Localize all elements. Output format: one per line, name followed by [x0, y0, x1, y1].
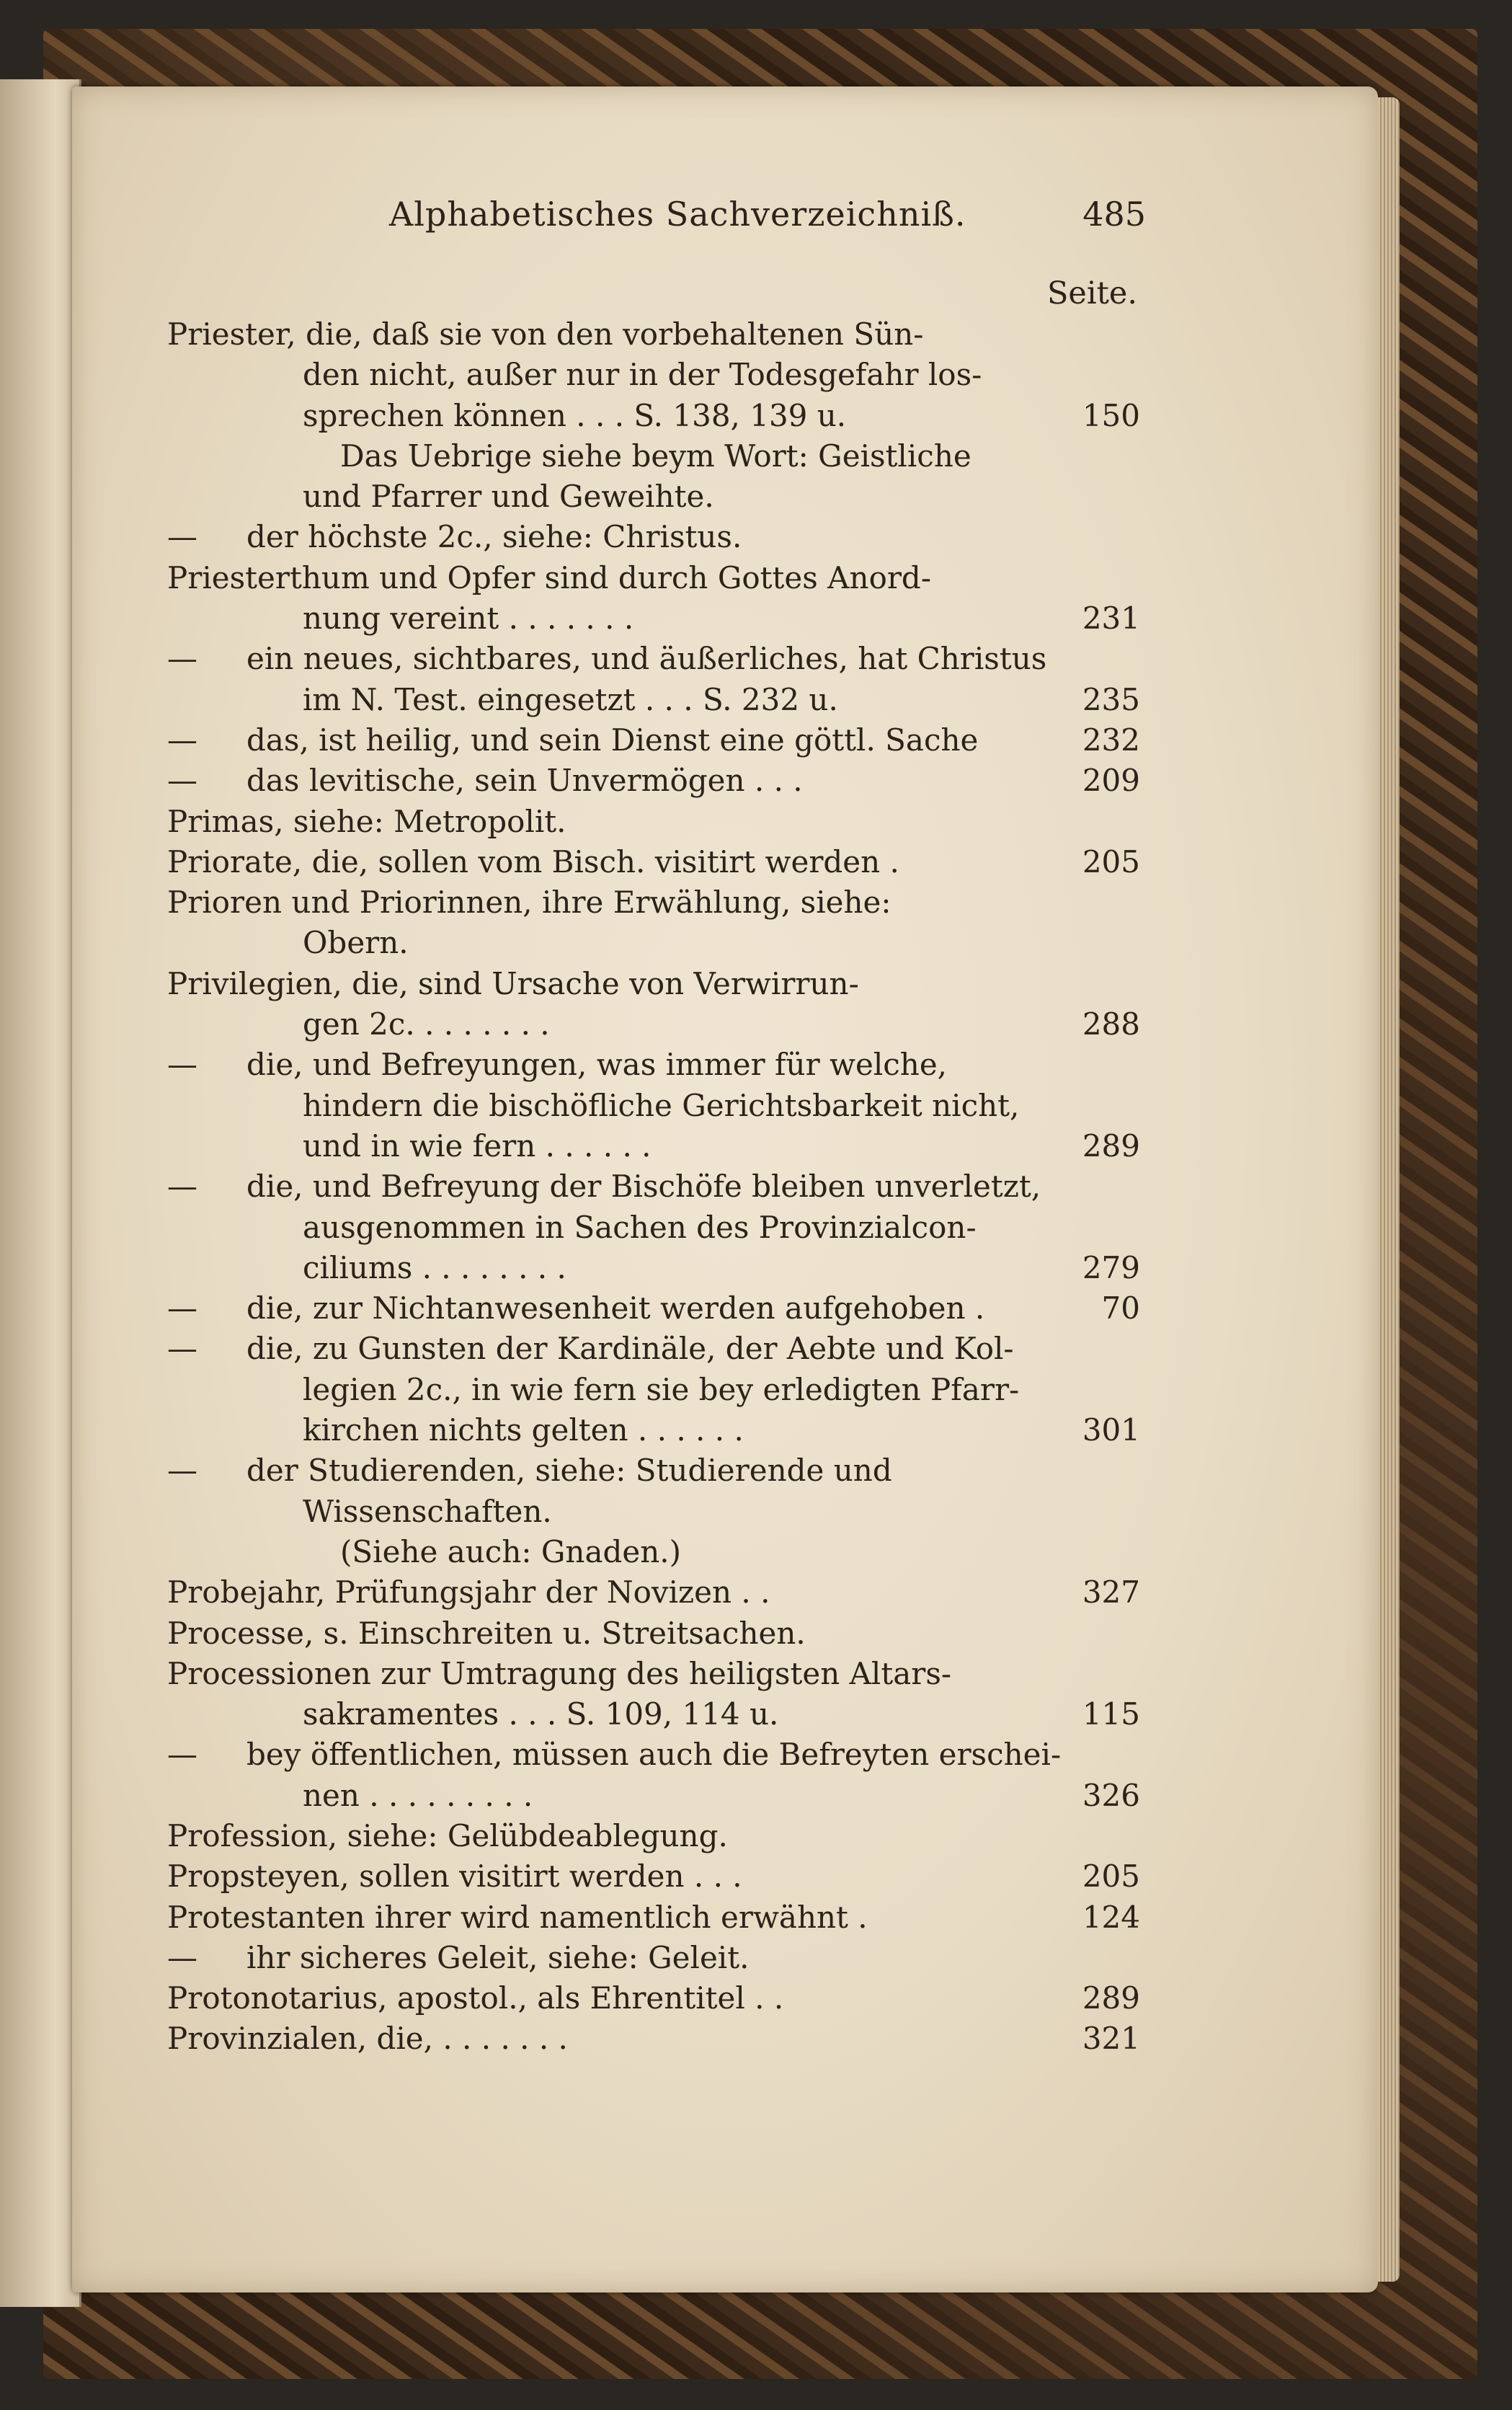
entry-page-ref: 70	[1101, 1290, 1140, 1326]
entry-dash: —	[167, 763, 197, 799]
entry-text: sakramentes . . . S. 109, 114 u.	[303, 1696, 779, 1732]
index-line	[167, 1735, 1140, 1775]
index-line	[167, 923, 1140, 963]
entry-text: die, und Befreyung der Bischöfe bleiben unverletzt,	[246, 1169, 1041, 1205]
entry-text: Probejahr, Prüfungsjahr der Novizen . .	[167, 1574, 770, 1611]
entry-text: legien 2c., in wie fern sie bey erledigten Pfarr-	[303, 1371, 1020, 1407]
entry-text: Protonotarius, apostol., als Ehrentitel . .	[167, 1980, 784, 2016]
entry-page-ref: 150	[1082, 397, 1140, 433]
entry-text: und in wie fern . . . . . .	[303, 1128, 652, 1164]
entry-text: gen 2c. . . . . . . .	[303, 1006, 550, 1042]
index-line	[167, 882, 1140, 923]
index-line	[167, 1654, 1140, 1694]
index-line	[167, 1045, 1140, 1085]
entry-text: ein neues, sichtbares, und äußerliches, hat Christus	[246, 641, 1047, 677]
running-header	[389, 195, 1146, 238]
entry-text: Processe, s. Einschreiten u. Streitsachen.	[167, 1615, 806, 1651]
entry-text: Profession, siehe: Gelübdeablegung.	[167, 1817, 728, 1853]
entry-dash: —	[167, 722, 197, 758]
index-line	[167, 1370, 1140, 1410]
index-line	[167, 355, 1140, 395]
entry-text: Obern.	[303, 925, 409, 961]
index-line	[167, 517, 1140, 557]
header-title: Alphabetisches Sachverzeichniß.	[389, 195, 966, 234]
index-line	[167, 477, 1140, 517]
index-line	[167, 1856, 1140, 1897]
index-line	[167, 2019, 1140, 2059]
entry-text: (Siehe auch: Gnaden.)	[340, 1533, 682, 1569]
entry-text: Provinzialen, die, . . . . . . .	[167, 2021, 568, 2057]
index-line	[167, 1816, 1140, 1856]
entry-text: Priorate, die, sollen vom Bisch. visitirt werden .	[167, 843, 899, 880]
index-line	[167, 1086, 1140, 1126]
index-line	[167, 1978, 1140, 2019]
entry-text: ciliums . . . . . . . .	[303, 1249, 566, 1285]
index-line	[167, 1776, 1140, 1816]
index-line	[167, 1288, 1140, 1329]
entry-text: das levitische, sein Unvermögen . . .	[246, 763, 803, 799]
index-line	[167, 1897, 1140, 1938]
index-line	[167, 436, 1140, 477]
index-line	[167, 1450, 1140, 1491]
entry-page-ref: 288	[1082, 1006, 1140, 1042]
entry-page-ref: 231	[1082, 601, 1140, 637]
entry-text: Propsteyen, sollen visitirt werden . . .	[167, 1859, 742, 1895]
entry-dash: —	[167, 1737, 197, 1773]
index-line	[167, 639, 1140, 679]
entry-page-ref: 326	[1082, 1777, 1140, 1813]
entry-text: Prioren und Priorinnen, ihre Erwählung, siehe:	[167, 885, 891, 921]
index-line	[167, 1248, 1140, 1288]
entry-page-ref: 301	[1082, 1412, 1140, 1448]
entry-text: ausgenommen in Sachen des Provinzialcon-	[303, 1209, 977, 1245]
entry-page-ref: 124	[1082, 1899, 1140, 1935]
entry-text: bey öffentlichen, müssen auch die Befreyten erschei-	[246, 1737, 1062, 1773]
entry-page-ref: 209	[1082, 763, 1140, 799]
index-line	[167, 1166, 1140, 1207]
index-line	[167, 1492, 1140, 1532]
entry-text: Protestanten ihrer wird namentlich erwähnt .	[167, 1899, 868, 1935]
index-line	[167, 396, 1140, 436]
index-line	[167, 558, 1140, 598]
entry-page-ref: 279	[1082, 1249, 1140, 1285]
column-label: Seite.	[1046, 275, 1137, 311]
index-line	[167, 1126, 1140, 1166]
index-line	[167, 964, 1140, 1004]
entry-dash: —	[167, 1939, 197, 1975]
entry-page-ref: 235	[1082, 681, 1140, 717]
entry-dash: —	[167, 519, 197, 555]
entry-text: das, ist heilig, und sein Dienst eine göttl. Sache	[246, 722, 979, 758]
entry-text: die, zu Gunsten der Kardinäle, der Aebte und Kol-	[246, 1331, 1014, 1367]
entry-page-ref: 232	[1082, 722, 1140, 758]
index-line	[167, 314, 1140, 355]
index-line	[167, 842, 1140, 882]
index-line	[167, 802, 1140, 842]
entry-dash: —	[167, 1453, 197, 1489]
entry-dash: —	[167, 1169, 197, 1205]
index-line	[167, 680, 1140, 720]
entry-text: nen . . . . . . . . .	[303, 1777, 533, 1813]
entry-text: Primas, siehe: Metropolit.	[167, 803, 566, 839]
index-line	[167, 598, 1140, 639]
index-line	[167, 1410, 1140, 1450]
entry-text: Privilegien, die, sind Ursache von Verwirrun-	[167, 965, 859, 1001]
page-number: 485	[1082, 195, 1146, 234]
entry-text: ihr sicheres Geleit, siehe: Geleit.	[246, 1939, 750, 1975]
entry-page-ref: 115	[1082, 1696, 1140, 1732]
entry-page-ref: 205	[1082, 843, 1140, 880]
index-line	[167, 1329, 1140, 1369]
page-edges	[1378, 97, 1400, 2282]
entry-text: Das Uebrige siehe beym Wort: Geistliche	[340, 438, 971, 474]
entry-text: die, und Befreyungen, was immer für welche,	[246, 1047, 948, 1083]
index-entries	[167, 314, 1140, 2060]
entry-text: Priester, die, daß sie von den vorbehaltenen Sün-	[167, 316, 924, 352]
index-line	[167, 1208, 1140, 1248]
entry-text: kirchen nichts gelten . . . . . .	[303, 1412, 744, 1448]
entry-text: nung vereint . . . . . . .	[303, 601, 634, 637]
index-line	[167, 1613, 1140, 1654]
entry-text: Processionen zur Umtragung des heiligsten Altars-	[167, 1655, 952, 1691]
entry-dash: —	[167, 1331, 197, 1367]
entry-dash: —	[167, 641, 197, 677]
entry-page-ref: 289	[1082, 1980, 1140, 2016]
entry-text: der Studierenden, siehe: Studierende und	[246, 1453, 892, 1489]
index-line	[167, 1572, 1140, 1613]
entry-text: Priesterthum und Opfer sind durch Gottes Anord-	[167, 559, 932, 595]
entry-text: im N. Test. eingesetzt . . . S. 232 u.	[303, 681, 838, 717]
index-line	[167, 1532, 1140, 1572]
index-line	[167, 761, 1140, 801]
entry-page-ref: 321	[1082, 2021, 1140, 2057]
entry-text: die, zur Nichtanwesenheit werden aufgehoben .	[246, 1290, 985, 1326]
entry-text: sprechen können . . . S. 138, 139 u.	[303, 397, 847, 433]
entry-text: der höchste 2c., siehe: Christus.	[246, 519, 742, 555]
index-line	[167, 1004, 1140, 1045]
index-line	[167, 720, 1140, 761]
entry-page-ref: 205	[1082, 1859, 1140, 1895]
entry-text: den nicht, außer nur in der Todesgefahr los-	[303, 357, 982, 393]
index-line	[167, 1938, 1140, 1978]
left-page-edge	[0, 79, 81, 2307]
entry-text: und Pfarrer und Geweihte.	[303, 479, 714, 515]
entry-dash: —	[167, 1290, 197, 1326]
entry-page-ref: 289	[1082, 1128, 1140, 1164]
entry-page-ref: 327	[1082, 1574, 1140, 1611]
index-line	[167, 1694, 1140, 1735]
entry-text: hindern die bischöfliche Gerichtsbarkeit nicht,	[303, 1087, 1020, 1123]
entry-dash: —	[167, 1047, 197, 1083]
entry-text: Wissenschaften.	[303, 1493, 552, 1529]
